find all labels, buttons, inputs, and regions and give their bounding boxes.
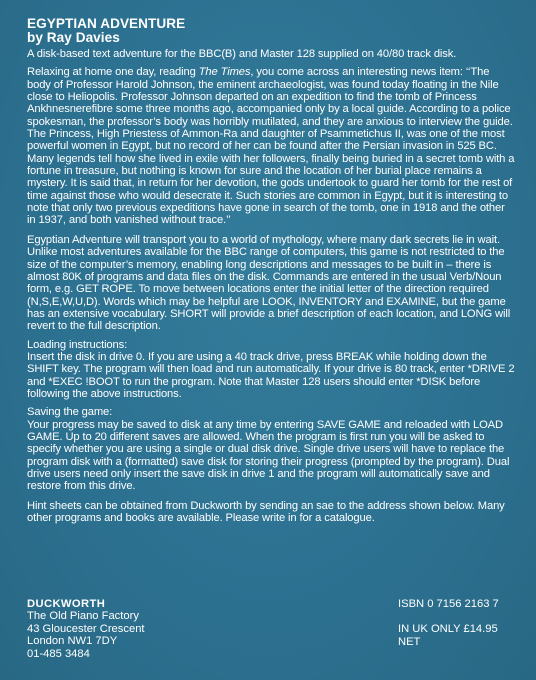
saving-heading: Saving the game:: [27, 406, 113, 419]
author-line: by Ray Davies: [27, 30, 120, 45]
hint-paragraph: Hint sheets can be obtained from Duckworth by sending an sae to the address shown below. Many other programs and books are available. Please write in for a catalogue.: [27, 499, 505, 525]
game-title: EGYPTIAN ADVENTURE: [27, 16, 186, 31]
address-line: The Old Piano Factory: [27, 610, 139, 623]
phone-number: 01-485 3484: [27, 647, 90, 660]
address-line: 43 Gloucester Crescent: [27, 622, 145, 635]
intro-paragraph: A disk-based text adventure for the BBC(B) and Master 128 supplied on 40/80 track disk.: [27, 48, 457, 60]
address-line: London NW1 7DY: [27, 635, 118, 648]
body-text: [27, 48, 516, 524]
story-paragraph: [27, 66, 516, 226]
story-text-after: , you come across an interesting news item: ‘‘The body of Professor Harold Johnson, the eminent archaeologist, was found today floating in the Nile close to Heliopolis. Professor Johnson departed on an expedition to find the tomb of Princess Ankhnesnerefibre some three months ago, accompanied only by a local guide. According to a police spokesman, the professor’s body was horribly mutilated, and they are anxious to interview the guide. The Princess, High Priestess of Ammon-Ra and daughter of Psammetichus II, was one of the most powerful women in Egypt, but no record of her can be found after the Persian invasion in 525 BC. Many legends tell how she lived in exile with her followers, finally being buried in a secret tomb with a fortune in treasure, but nothing is known for sure and the location of her burial place remains a mystery. It is said that, in return for her devotion, the gods undertook to guard her tomb for the rest of time against those who would desecrate it. Such stories are common in Egypt, but it is interesting to note that only two previous expeditions have gone in search of the tomb, one in 1918 and the other in 1937, and both vanished without trace.’’: [27, 66, 515, 227]
description-paragraph: Egyptian Adventure will transport you to a world of mythology, where many dark secrets lie in wait. Unlike most adventures available for the BBC range of computers, this game is not restricted to the size of the computer’s memory, enabling long descriptions and messages to be built in – there is almost 80K of programs and data files on the disk. Commands are entered in the usual Verb/Noun form, e.g. GET ROPE. To move between locations enter the initial letter of the direction required (N,S,E,W,U,D). Words which may be helpful are LOOK, INVENTORY and EXAMINE, but the game has an extensive vocabulary. SHORT will provide a brief description of each location, and LONG will revert to the full description.: [27, 233, 511, 333]
publisher-name: DUCKWORTH: [27, 598, 106, 610]
isbn: ISBN 0 7156 2163 7: [398, 598, 499, 610]
price: IN UK ONLY £14.95 NET: [398, 623, 498, 648]
loading-paragraph: Insert the disk in drive 0. If you are using a 40 track drive, press BREAK while holding down the SHIFT key. The program will then load and run automatically. If your drive is 80 track, enter *DRIVE 2 and *EXEC !BOOT to run the program. Note that Master 128 users should enter *DISK before following the above instructions.: [27, 350, 515, 400]
story-text-before: Relaxing at home one day, reading: [27, 66, 199, 79]
publisher-footer: [27, 598, 516, 660]
loading-heading: Loading instructions:: [27, 338, 128, 351]
saving-paragraph: Your progress may be saved to disk at any time by entering SAVE GAME and reloaded with LOAD GAME. Up to 20 different saves are allowed. When the program is first run you will be asked to specify whether you are using a single or dual disk drive. Single drive users will have to replace the program disk with a (formatted) save disk for storing their progress (prompted by the program). Dual drive users need only insert the save disk in drive 1 and the program will automatically save and restore from this drive.: [27, 418, 510, 493]
newspaper-name: The Times: [198, 66, 251, 79]
pricing-block: [398, 598, 516, 648]
